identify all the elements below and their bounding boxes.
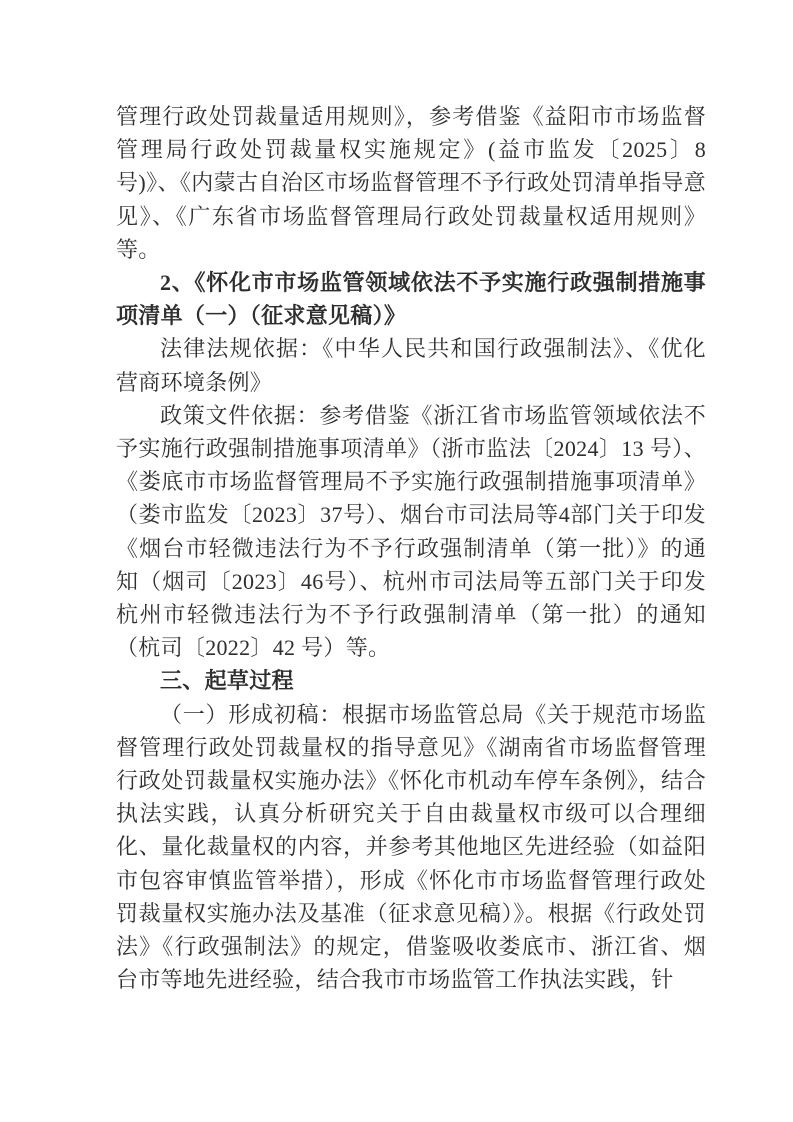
paragraph-draft-formation: （一）形成初稿：根据市场监管总局《关于规范市场监督管理行政处罚裁量权的指导意见》《湖南省市场监督管理行政处罚裁量权实施办法》《怀化市机动车停车条例》，结合执法实践，认真分析研究关于自由裁量权市级可以合理细化、量化裁量权的内容，并参考其他地区先进经验（如益阳市包容审慎监管举措），形成《怀化市市场监督管理行政处罚裁量权实施办法及基准（征求意见稿）》。根据《行政处罚法》《行政强制法》的规定，借鉴吸收娄底市、浙江省、烟台市等地先进经验，结合我市市场监管工作执法实践，针 <box>116 701 706 993</box>
document-body <box>116 100 706 996</box>
numbered-heading-item-2: 2、《怀化市市场监管领域依法不予实施行政强制措施事项清单（一）（征求意见稿）》 <box>116 270 706 329</box>
paragraph-continued-from-previous-page: 管理行政处罚裁量适用规则》，参考借鉴《益阳市市场监督管理局行政处罚裁量权实施规定》(益市监发〔2025〕8 号)》、《内蒙古自治区市场监督管理不予行政处罚清单指导意见》、《广东省市场监督管理局行政处罚裁量权适用规则》等。 <box>116 104 706 262</box>
paragraph-policy-basis: 政策文件依据：参考借鉴《浙江省市场监管领域依法不予实施行政强制措施事项清单》（浙市监法〔2024〕13 号）、《娄底市市场监督管理局不予实施行政强制措施事项清单》（娄市监发〔2023〕37号）、烟台市司法局等4部门关于印发《烟台市轻微违法行为不予行政强制清单（第一批）》的通知（烟司〔2023〕46号）、杭州市司法局等五部门关于印发杭州市轻微违法行为不予行政强制清单（第一批）的通知（杭司〔2022〕42 号）等。 <box>116 402 706 661</box>
paragraph-legal-basis: 法律法规依据：《中华人民共和国行政强制法》、《优化营商环境条例》 <box>116 336 706 395</box>
section-heading-drafting-process: 三、起草过程 <box>160 668 294 694</box>
